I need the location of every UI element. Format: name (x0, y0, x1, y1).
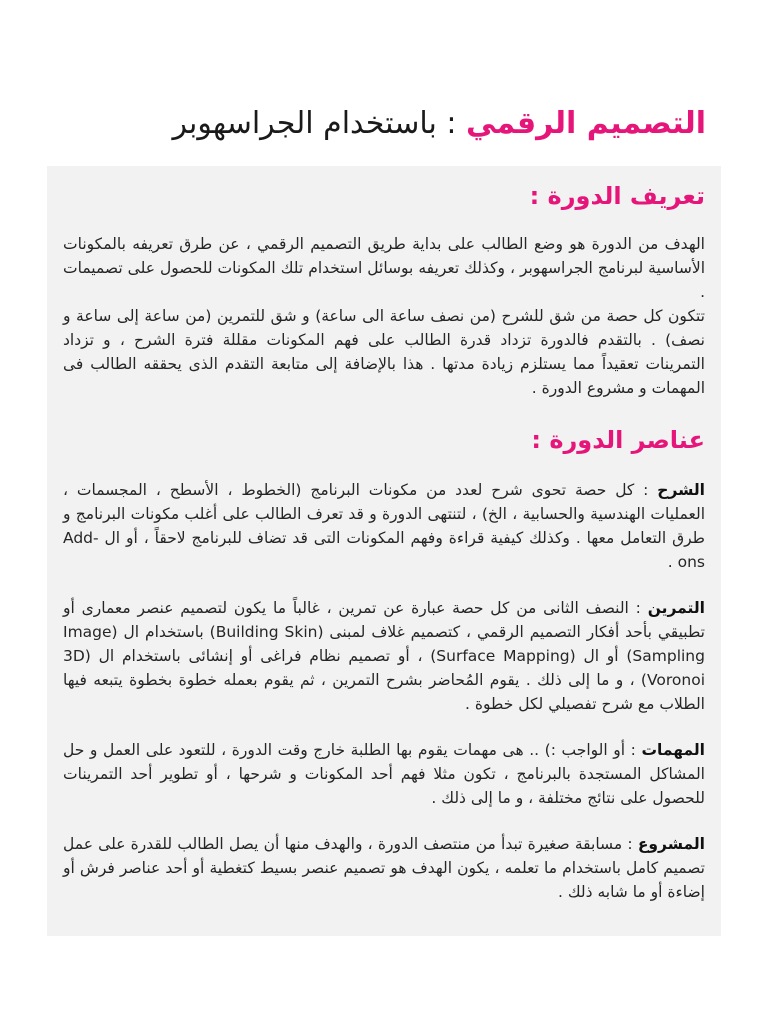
element-text: : النصف الثانى من كل حصة عبارة عن تمرين ، غالباً ما يكون لتصميم عنصر معمارى أو تطبيقي بأحد أفكار التصميم الرقمي ، كتصميم غلاف لمبنى (Building Skin) باستخدام ال (Image Sampling) أو ال (Surface Mapping) ، أو تصميم نظام فراغى أو إنشائى باستخدام ال (3D Voronoi) ، و ما إلى ذلك . يقوم المُحاضر بشرح التمرين ، ثم يقوم بعمله خطوة بخطوة يتبعه فيها الطلاب مع شرح تفصيلي لكل خطوة . (63, 599, 705, 713)
element-term: الشرح (657, 481, 705, 499)
element-item-project (63, 832, 705, 904)
page-title-rest: : باستخدام الجراسهوبر (172, 106, 466, 141)
page-title-accent: التصميم الرقمي (466, 106, 706, 141)
intro-paragraph-2: تتكون كل حصة من شق للشرح (من نصف ساعة الى ساعة) و شق للتمرين (من ساعة إلى ساعة و نصف) . بالتقدم فالدورة تزداد قدرة الطالب على فهم المكونات مقللة فترة الشرح ، و تزداد التمرينات تعقيداً مما يستلزم زيادة مدتها . هذا بالإضافة إلى متابعة التقدم الذى يحققه الطالب فى المهمات و مشروع الدورة . (63, 307, 705, 397)
page-title (40, 92, 706, 156)
element-text: : أو الواجب :) .. هى مهمات يقوم بها الطلبة خارج وقت الدورة ، للتعود على العمل و حل المشاكل المستجدة بالبرنامج ، تكون مثلا فهم أحد المكونات و شرحها ، أو تطوير أحد التمرينات للحصول على نتائج مختلفة ، و ما إلى ذلك . (63, 741, 705, 807)
element-term: التمرين (647, 599, 705, 617)
element-term: المشروع (637, 835, 705, 853)
element-text: : مسابقة صغيرة تبدأ من منتصف الدورة ، والهدف منها أن يصل الطالب للقدرة على عمل تصميم كامل باستخدام ما تعلمه ، يكون الهدف هو تصميم عنصر بسيط كتغطية أو أحد عناصر فرش أو إضاءة أو ما شابه ذلك . (63, 835, 705, 901)
intro-paragraph-1: الهدف من الدورة هو وضع الطالب على بداية طريق التصميم الرقمي ، عن طرق تعريفه بالمكونات الأساسية لبرنامج الجراسهوبر ، وكذلك تعريفه بوسائل استخدام تلك المكونات للحصول على تصميمات . (63, 235, 705, 301)
content-panel (47, 166, 721, 936)
element-text: : كل حصة تحوى شرح لعدد من مكونات البرنامج (الخطوط ، الأسطح ، المجسمات ، العمليات الهندسية والحسابية ، الخ) ، لتنتهى الدورة و قد تعرف الطالب على أغلب مكونات البرنامج و طرق التعامل معها . وكذلك كيفية قراءة وفهم المكونات التى قد تضاف للبرنامج لاحقاً ، أو ال Add-ons . (63, 481, 705, 571)
element-term: المهمات (641, 741, 705, 759)
section-heading-elements: عناصر الدورة : (531, 426, 705, 454)
element-item-explanation (63, 478, 705, 574)
section-heading-intro: تعريف الدورة : (529, 182, 705, 210)
element-item-exercise (63, 596, 705, 716)
element-item-tasks (63, 738, 705, 810)
